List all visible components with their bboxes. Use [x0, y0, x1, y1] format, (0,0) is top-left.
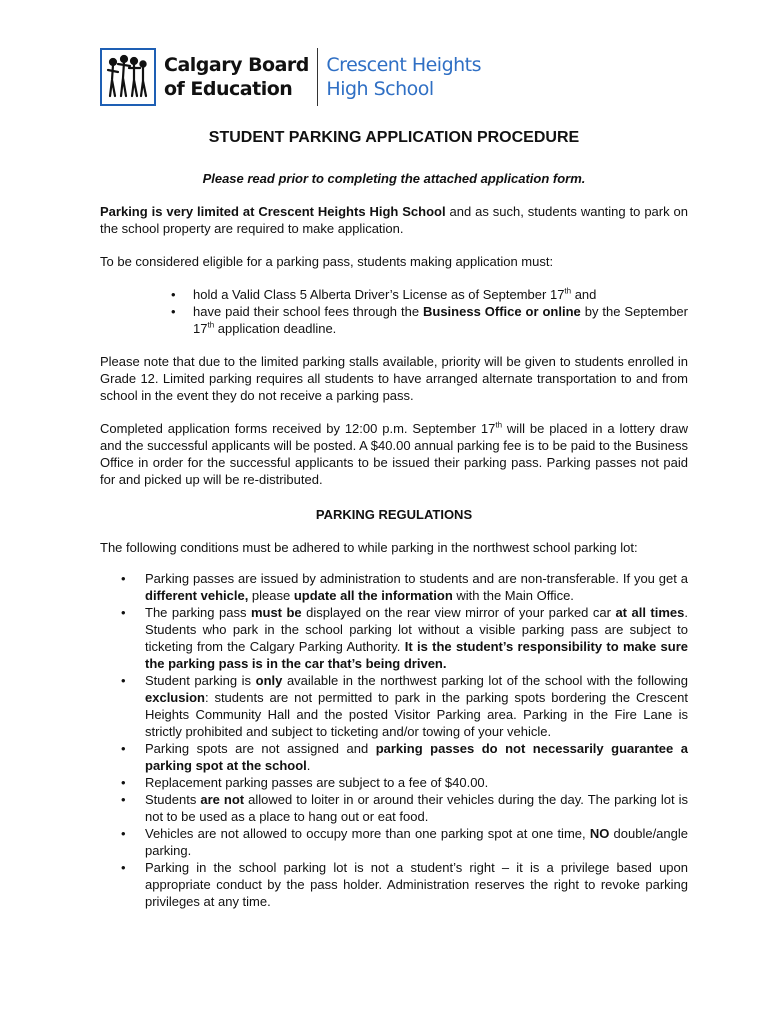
eligibility-paragraph: To be considered eligible for a parking pass, students making application must:	[100, 254, 554, 269]
priority-paragraph: Please note that due to the limited parking stalls available, priority will be given to students enrolled in Grade 12. Limited parking requires all students to have arranged alternate transportation to and from school in the event they do not receive a parking pass.	[100, 354, 688, 403]
bullet-icon: •	[121, 673, 126, 688]
bullet-icon: •	[121, 792, 126, 807]
school-name	[326, 53, 481, 101]
bullet-icon: •	[121, 571, 126, 586]
header-divider	[317, 48, 319, 106]
subtitle: Please read prior to completing the attached application form.	[202, 171, 586, 186]
intro-bold: Parking is very limited at Crescent Heights High School	[100, 204, 446, 219]
bullet-icon: •	[121, 775, 126, 790]
bullet-icon: •	[171, 287, 176, 302]
board-name	[164, 53, 309, 101]
document-body	[100, 128, 688, 910]
list-item: • Replacement parking passes are subject to a fee of $40.00.	[121, 775, 489, 790]
regulations-list	[100, 570, 688, 910]
figures-logo-icon	[102, 50, 154, 104]
list-item: • Student parking is only available in the northwest parking lot of the school with the following exclusion: students are not permitted to park in the parking spots bordering the Crescent Heights Community Hall and the posted Visitor Parking area. Parking in the Fire Lane is strictly prohibited and subject to ticketing and/or towing of your vehicle.	[121, 673, 688, 739]
letterhead	[100, 46, 481, 108]
regulations-intro: The following conditions must be adhered to while parking in the northwest school parking lot:	[100, 540, 638, 555]
requirements-list	[100, 286, 688, 337]
list-item: • Parking in the school parking lot is not a student’s right – it is a privilege based upon appropriate conduct by the pass holder. Administration reserves the right to revoke parking privileges at any time.	[121, 860, 688, 909]
lottery-paragraph: Completed application forms received by 12:00 p.m. September 17th will be placed in a lottery draw and the successful applicants will be posted. A $40.00 annual parking fee is to be paid to the Business Office in order for the successful applicants to be issued their parking pass. Parking passes not paid for and picked up will be re-distributed.	[100, 420, 688, 487]
cbe-logo	[100, 48, 156, 106]
list-item: • hold a Valid Class 5 Alberta Driver’s License as of September 17th and	[171, 286, 597, 302]
list-item: • Parking passes are issued by administration to students and are non-transferable. If you get a different vehicle, please update all the information with the Main Office.	[121, 571, 688, 603]
intro-rest: and as such, students wanting to park on the school property are required to make application.	[100, 204, 688, 236]
board-line-1: Calgary Board	[164, 54, 309, 76]
list-item: • Vehicles are not allowed to occupy more than one parking spot at one time, NO double/angle parking.	[121, 826, 688, 858]
school-line-1: Crescent Heights	[326, 54, 482, 76]
bullet-icon: •	[121, 741, 126, 756]
list-item: • Students are not allowed to loiter in or around their vehicles during the day. The parking lot is not to be used as a place to hang out or eat food.	[121, 792, 688, 824]
bullet-icon: •	[121, 605, 126, 620]
list-item: • The parking pass must be displayed on the rear view mirror of your parked car at all times. Students who park in the school parking lot without a visible parking pass are subject to ticketing from the Calgary Parking Authority. It is the student’s responsibility to make sure the parking pass is in the car that’s being driven.	[121, 605, 688, 671]
board-line-2: of Education	[164, 78, 293, 100]
page-title: STUDENT PARKING APPLICATION PROCEDURE	[208, 129, 580, 146]
bullet-icon: •	[121, 860, 126, 875]
bullet-icon: •	[171, 304, 176, 319]
list-item: • Parking spots are not assigned and parking passes do not necessarily guarantee a parking spot at the school.	[121, 741, 688, 773]
regulations-heading: PARKING REGULATIONS	[315, 507, 473, 522]
school-line-2: High School	[326, 78, 434, 100]
intro-paragraph	[100, 203, 688, 237]
list-item: • have paid their school fees through the Business Office or online by the September 17th application deadline.	[171, 304, 688, 336]
bullet-icon: •	[121, 826, 126, 841]
